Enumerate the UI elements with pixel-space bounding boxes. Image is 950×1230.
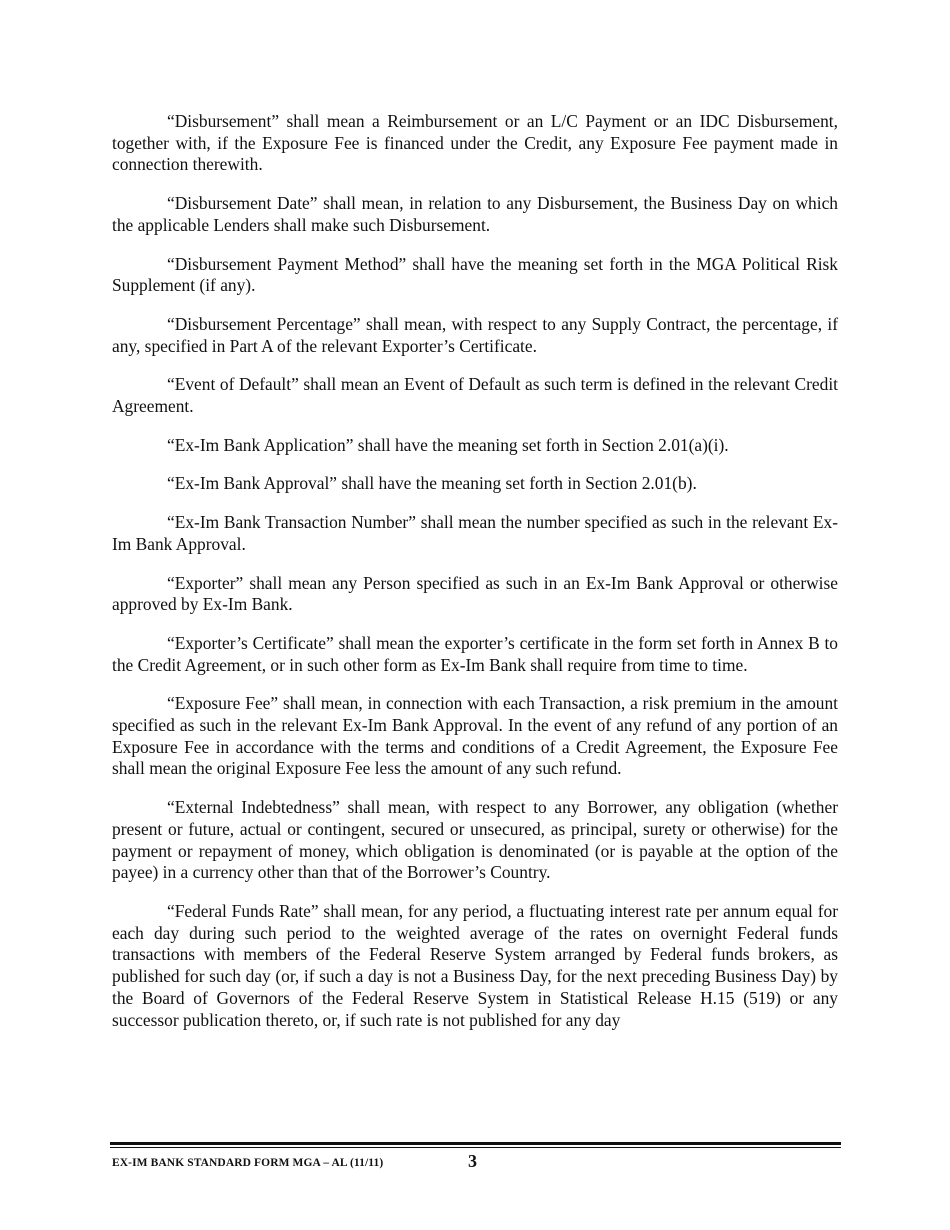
definition-disbursement: “Disbursement” shall mean a Reimbursement or an L/C Payment or an IDC Disbursement, together with, if the Exposure Fee is financed under the Credit, any Exposure Fee payment made in connection therewith. [112, 111, 838, 175]
definition-exposure-fee: “Exposure Fee” shall mean, in connection with each Transaction, a risk premium in the amount specified as such in the relevant Ex-Im Bank Approval. In the event of any refund of any portion of an Exposure Fee in accordance with the terms and conditions of a Credit Agreement, the Exposure Fee shall mean the original Exposure Fee less the amount of any such refund. [112, 693, 838, 779]
definition-external-indebtedness: “External Indebtedness” shall mean, with respect to any Borrower, any obligation (whether present or future, actual or contingent, secured or unsecured, as principal, surety or otherwise) for the payment or repayment of money, which obligation is denominated (or is payable at the option of the payee) in a currency other than that of the Borrower’s Country. [112, 797, 838, 883]
definition-event-of-default: “Event of Default” shall mean an Event of Default as such term is defined in the relevant Credit Agreement. [112, 374, 838, 417]
definition-ex-im-bank-approval: “Ex-Im Bank Approval” shall have the meaning set forth in Section 2.01(b). [167, 473, 697, 494]
definition-ex-im-bank-transaction-number: “Ex-Im Bank Transaction Number” shall mean the number specified as such in the relevant Ex-Im Bank Approval. [112, 512, 838, 554]
definition-disbursement-date: “Disbursement Date” shall mean, in relation to any Disbursement, the Business Day on which the applicable Lenders shall make such Disbursement. [112, 193, 838, 235]
footer-form-label: EX-IM BANK STANDARD FORM MGA – AL (11/11) [112, 1157, 384, 1169]
definition-exporter: “Exporter” shall mean any Person specified as such in an Ex-Im Bank Approval or otherwise approved by Ex-Im Bank. [112, 572, 838, 615]
definition-federal-funds-rate: “Federal Funds Rate” shall mean, for any period, a fluctuating interest rate per annum equal for each day during such period to the weighted average of the rates on overnight Federal funds transactions with members of the Federal Reserve System arranged by Federal funds brokers, as published for such day (or, if such a day is not a Business Day, for the next preceding Business Day) by the Board of Governors of the Federal Reserve System in Statistical Release H.15 (519) or any successor publication thereto, or, if such rate is not published for any day [112, 900, 838, 1030]
definition-exporters-certificate: “Exporter’s Certificate” shall mean the exporter’s certificate in the form set forth in Annex B to the Credit Agreement, or in such other form as Ex-Im Bank shall require from time to time. [112, 632, 838, 675]
page-number: 3 [468, 1151, 477, 1171]
definition-disbursement-percentage: “Disbursement Percentage” shall mean, with respect to any Supply Contract, the percentage, if any, specified in Part A of the relevant Exporter’s Certificate. [112, 313, 838, 356]
definition-ex-im-bank-application: “Ex-Im Bank Application” shall have the meaning set forth in Section 2.01(a)(i). [167, 434, 729, 455]
definition-disbursement-payment-method: “Disbursement Payment Method” shall have the meaning set forth in the MGA Political Risk Supplement (if any). [112, 253, 838, 296]
document-body [112, 111, 838, 1048]
footer-divider-thick [110, 1142, 841, 1145]
footer-divider-thin [110, 1147, 841, 1148]
